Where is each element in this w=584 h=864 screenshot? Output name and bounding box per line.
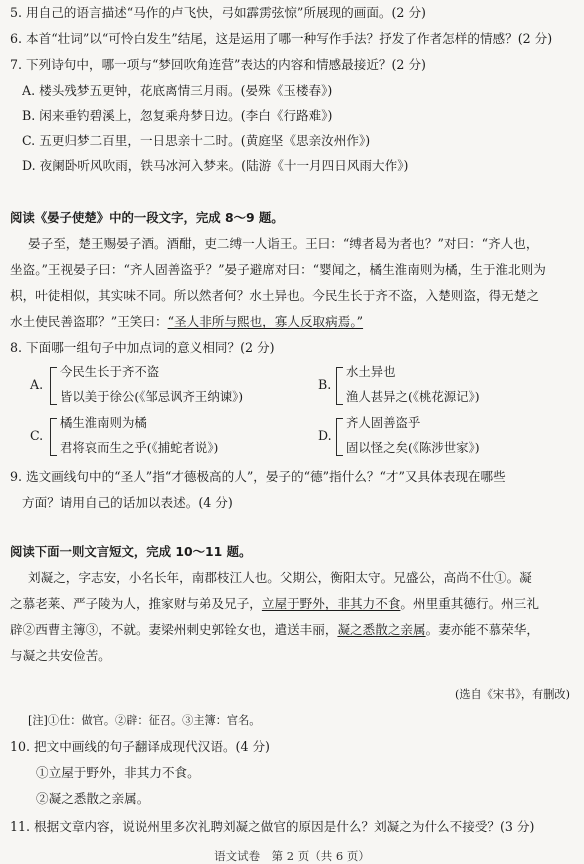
passage-2-line-4: 与凝之共安俭苦。: [10, 648, 111, 663]
question-7: 7. 下列诗句中，哪一项与“梦回吹角连营”表达的内容和情感最接近？(2 分): [10, 57, 426, 72]
q8-option-a-line-1: 今民生长于齐不盗: [60, 364, 160, 379]
q8-option-c-label: C.: [30, 428, 44, 443]
question-11: 11. 根据文章内容，说说州里多次礼聘刘凝之做官的原因是什么？刘凝之为什么不接受？(3 分): [10, 819, 535, 834]
q8-option-c-line-1: 橘生淮南则为橘: [60, 415, 147, 430]
passage-1-line-4: [10, 313, 584, 331]
annotation-note: [注]①仕：做官。②辟：征召。③主簿：官名。: [28, 714, 261, 727]
reading-2-title: 阅读下面一则文言短文，完成 10～11 题。: [10, 544, 252, 559]
q8-option-d-brace: [336, 418, 343, 456]
q10-item-1: ①立屋于野外，非其力不食。: [36, 765, 200, 780]
q8-option-b-brace: [336, 367, 343, 405]
q8-option-b-label: B.: [318, 377, 332, 392]
q7-option-a: A. 楼头残梦五更钟，花底离情三月雨。(晏殊《玉楼春》): [22, 83, 333, 98]
source-citation: (选自《宋书》，有删改): [454, 688, 570, 701]
q7-option-d: D. 夜阑卧听风吹雨，铁马冰河入梦来。(陆游《十一月四日风雨大作》): [22, 158, 409, 173]
q8-option-a-line-2: 皆以美于徐公(《邹忌讽齐王纳谏》): [60, 389, 244, 404]
passage-1-line-2: 坐盗。”王视晏子曰：“齐人固善盗乎？”晏子避席对曰：“婴闻之，橘生淮南则为橘，生于淮北则为: [10, 262, 546, 277]
q8-option-d-line-1: 齐人固善盗乎: [346, 415, 421, 430]
q10-item-2: ②凝之悉散之亲属。: [36, 791, 150, 806]
q8-option-d-line-2: 固以怪之矣(《陈涉世家》): [346, 440, 480, 455]
passage-2-line-2: [10, 595, 584, 613]
passage-1-line-4-text: 水土使民善盗耶？”王笑曰：: [10, 314, 168, 329]
question-8: 8. 下面哪一组句子中加点词的意义相同？(2 分): [10, 340, 275, 355]
passage-2-line-3: [10, 621, 584, 639]
underlined-sentence-2: 凝之悉散之亲属: [337, 622, 426, 637]
q7-option-c: C. 五更归梦二百里，一日思亲十二时。(黄庭坚《思亲汝州作》): [22, 133, 371, 148]
passage-1-line-1: 晏子至，楚王赐晏子酒。酒酣，吏二缚一人诣王。王曰：“缚者曷为者也？”对曰：“齐人也，: [28, 236, 539, 251]
passage-2-line-2-text: 之慕老莱、严子陵为人，推家财与弟及兄子，: [10, 596, 262, 611]
question-10: 10. 把文中画线的句子翻译成现代汉语。(4 分): [10, 739, 270, 754]
passage-2-line-1: 刘凝之，字志安，小名长年，南郡枝江人也。父期公，衡阳太守。兄盛公，高尚不仕①。凝: [28, 570, 532, 585]
q8-option-b-line-1: 水土异也: [346, 364, 396, 379]
q8-option-c-brace: [50, 418, 57, 456]
q8-option-a-brace: [50, 367, 57, 405]
question-9-line-2: 方面？请用自己的话加以表述。(4 分): [22, 495, 233, 510]
underlined-sentence-sage: “圣人非所与熙也，寡人反取病焉。”: [167, 314, 364, 329]
question-6: 6. 本首“壮词”以“可怜白发生”结尾，这是运用了哪一种写作手法？抒发了作者怎样的情感？(2 分): [10, 31, 553, 46]
q8-option-a-label: A.: [30, 377, 44, 392]
q8-option-c-line-2: 君将哀而生之乎(《捕蛇者说》): [60, 440, 219, 455]
question-5: 5. 用自己的语言描述“马作的卢飞快，弓如霹雳弦惊”所展现的画面。(2 分): [10, 5, 426, 20]
passage-2-line-3-text: 辟②西曹主簿③，不就。妻梁州刺史郭铨女也，遣送丰丽，: [10, 622, 338, 637]
passage-2-line-3-tail: 。妻亦能不慕荣华，: [425, 622, 539, 637]
passage-2-line-2-tail: 。州里重其德行。州三礼: [400, 596, 539, 611]
underlined-sentence-1: 立屋于野外，非其力不食: [261, 596, 401, 611]
q8-option-b-line-2: 渔人甚异之(《桃花源记》): [346, 389, 480, 404]
page-footer: 语文试卷 第 2 页（共 6 页）: [214, 849, 370, 862]
q7-option-b: B. 闲来垂钓碧溪上，忽复乘舟梦日边。(李白《行路难》): [22, 108, 333, 123]
question-9-line-1: 9. 选文画线句中的“圣人”指“才德极高的人”，晏子的“德”指什么？“才”又具体表现在哪些: [10, 469, 506, 484]
q8-option-d-label: D.: [318, 428, 332, 443]
passage-1-line-3: 枳，叶徒相似，其实味不同。所以然者何？水土异也。今民生长于齐不盗，入楚则盗，得无楚之: [10, 288, 539, 303]
reading-1-title: 阅读《晏子使楚》中的一段文字，完成 8～9 题。: [10, 210, 284, 225]
